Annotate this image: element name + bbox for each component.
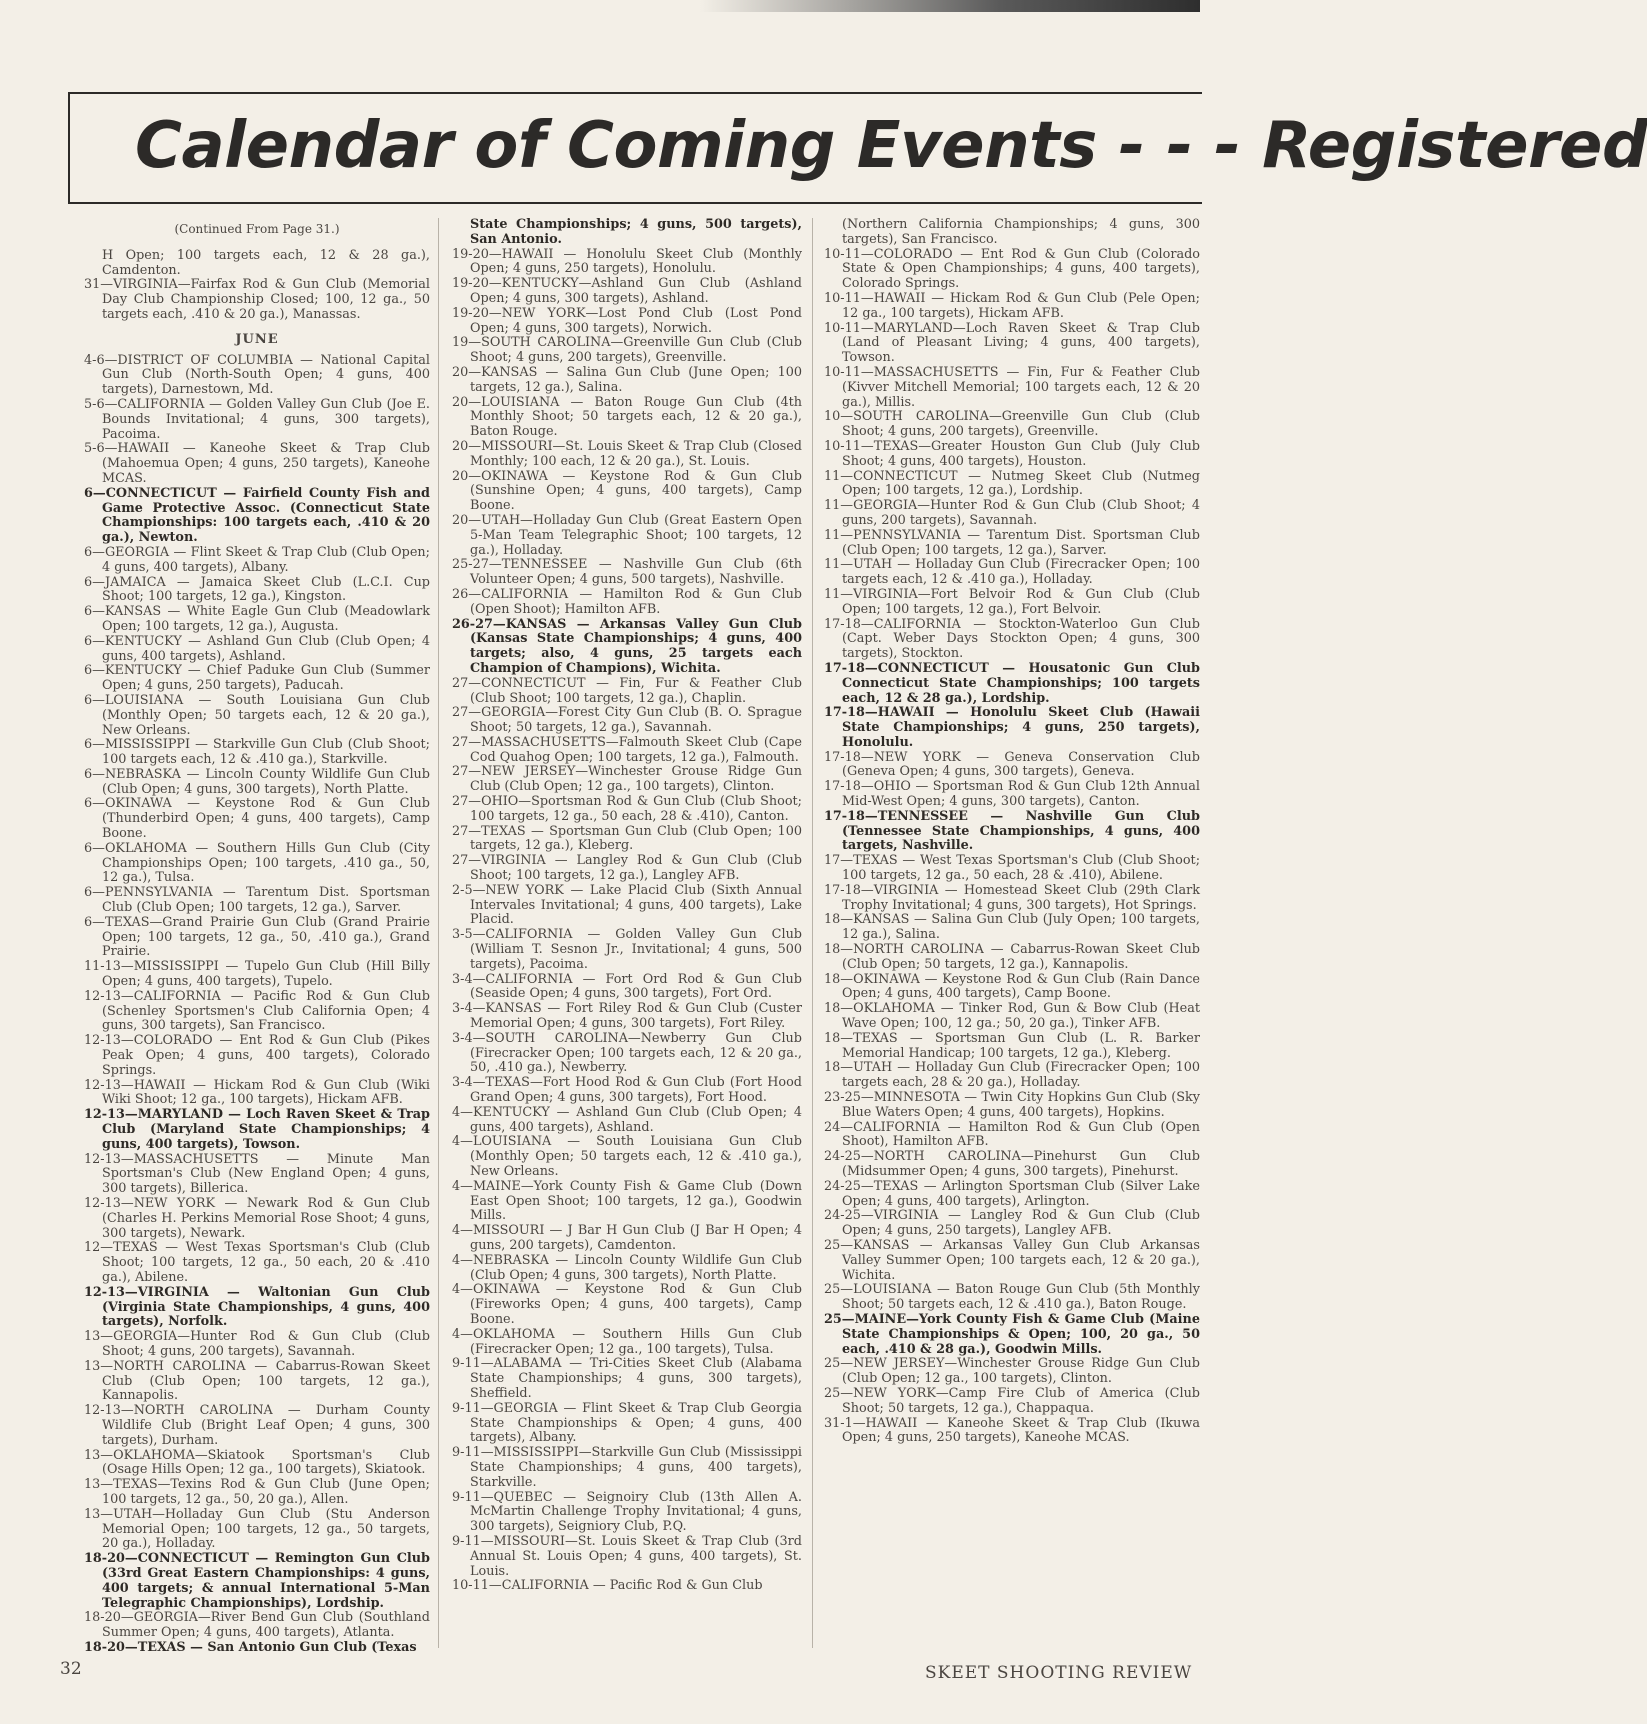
event-entry: 24-25—TEXAS — Arlington Sportsman Club (Silver Lake Open; 4 guns, 400 targets), Arlington. [824, 1178, 1200, 1209]
event-entry: 20—MISSOURI—St. Louis Skeet & Trap Club (Closed Monthly; 100 each, 12 & 20 ga.), St. Louis. [452, 438, 802, 469]
event-entry: 18—OKINAWA — Keystone Rod & Gun Club (Rain Dance Open; 4 guns, 400 targets), Camp Boone. [824, 971, 1200, 1002]
event-entry: 18—TEXAS — Sportsman Gun Club (L. R. Barker Memorial Handicap; 100 targets, 12 ga.), Kleberg. [824, 1030, 1200, 1061]
event-entry: 13—OKLAHOMA—Skiatook Sportsman's Club (Osage Hills Open; 12 ga., 100 targets), Skiatook. [84, 1447, 430, 1478]
event-entry: 12—TEXAS — West Texas Sportsman's Club (Club Shoot; 100 targets, 12 ga., 50 each, 20 & .410 ga.), Abilene. [84, 1240, 430, 1285]
event-entry: 6—KENTUCKY — Chief Paduke Gun Club (Summer Open; 4 guns, 250 targets), Paducah. [84, 663, 430, 694]
event-entry: 9-11—MISSISSIPPI—Starkville Gun Club (Mississippi State Championships; 4 guns, 400 targets), Starkville. [452, 1445, 802, 1490]
event-entry: 11—UTAH — Holladay Gun Club (Firecracker Open; 100 targets each, 12 & .410 ga.), Holladay. [824, 557, 1200, 588]
event-entry: 4—MAINE—York County Fish & Game Club (Down East Open Shoot; 100 targets, 12 ga.), Goodwin Mills. [452, 1178, 802, 1224]
event-entry: 25-27—TENNESSEE — Nashville Gun Club (6th Volunteer Open; 4 guns, 500 targets), Nashville. [452, 557, 802, 588]
event-entry: 25—NEW JERSEY—Winchester Grouse Ridge Gun Club (Club Open; 12 ga., 100 targets), Clinton. [824, 1356, 1200, 1387]
event-entry: 2-5—NEW YORK — Lake Placid Club (Sixth Annual Intervales Invitational; 4 guns, 400 targets), Lake Placid. [452, 882, 802, 928]
event-entry: 18—UTAH — Holladay Gun Club (Firecracker Open; 100 targets each, 28 & 20 ga.), Holladay. [824, 1060, 1200, 1091]
event-entry: 24-25—VIRGINIA — Langley Rod & Gun Club (Club Open; 4 guns, 250 targets), Langley AFB. [824, 1208, 1200, 1239]
event-entry: 4—OKLAHOMA — Southern Hills Gun Club (Firecracker Open; 12 ga., 100 targets), Tulsa. [452, 1326, 802, 1357]
page-title: Calendar of Coming Events - - - Registered [135, 109, 1647, 183]
event-entry: 13—GEORGIA—Hunter Rod & Gun Club (Club Shoot; 4 guns, 200 targets), Savannah. [84, 1329, 430, 1359]
event-entry: 20—UTAH—Holladay Gun Club (Great Eastern Open 5-Man Team Telegraphic Shoot; 100 targets, 12 ga.), Holladay. [452, 512, 802, 558]
event-entry: 4-6—DISTRICT OF COLUMBIA — National Capital Gun Club (North-South Open; 4 guns, 400 targets), Darnestown, Md. [84, 352, 430, 398]
event-entry: 18-20—GEORGIA—River Bend Gun Club (Southland Summer Open; 4 guns, 400 targets), Atlanta. [84, 1610, 430, 1641]
top-edge-band [700, 0, 1200, 12]
event-entry: 11—VIRGINIA—Fort Belvoir Rod & Gun Club (Club Open; 100 targets, 12 ga.), Fort Belvoir. [824, 586, 1200, 617]
event-entry: 6—TEXAS—Grand Prairie Gun Club (Grand Prairie Open; 100 targets, 12 ga., 50, .410 ga.), Grand Prairie. [84, 914, 430, 960]
event-entry: 20—OKINAWA — Keystone Rod & Gun Club (Sunshine Open; 4 guns, 400 targets), Camp Boone. [452, 468, 802, 514]
event-entry: 10-11—HAWAII — Hickam Rod & Gun Club (Pele Open; 12 ga., 100 targets), Hickam AFB. [824, 290, 1200, 321]
event-entry: 19-20—NEW YORK—Lost Pond Club (Lost Pond Open; 4 guns, 300 targets), Norwich. [452, 305, 802, 336]
event-entry: 9-11—MISSOURI—St. Louis Skeet & Trap Club (3rd Annual St. Louis Open; 4 guns, 400 targets), St. Louis. [452, 1533, 802, 1579]
event-entry: 17-18—OHIO — Sportsman Rod & Gun Club 12th Annual Mid-West Open; 4 guns, 300 targets), Canton. [824, 779, 1200, 810]
event-entry: 19—SOUTH CAROLINA—Greenville Gun Club (Club Shoot; 4 guns, 200 targets), Greenville. [452, 335, 802, 366]
event-entry: 20—LOUISIANA — Baton Rouge Gun Club (4th Monthly Shoot; 50 targets each, 12 & 20 ga.), Baton Rouge. [452, 394, 802, 440]
event-entry: 24-25—NORTH CAROLINA—Pinehurst Gun Club (Midsummer Open; 4 guns, 300 targets), Pinehurst. [824, 1149, 1200, 1179]
event-entry: 5-6—CALIFORNIA — Golden Valley Gun Club (Joe E. Bounds Invitational; 4 guns, 300 targets), Pacoima. [84, 396, 430, 442]
event-entry-championship: State Championships; 4 guns, 500 targets), San Antonio. [470, 217, 802, 247]
event-entry: 10-11—COLORADO — Ent Rod & Gun Club (Colorado State & Open Championships; 4 guns, 400 targets), Colorado Springs. [824, 246, 1200, 292]
event-entry: 6—PENNSYLVANIA — Tarentum Dist. Sportsman Club (Club Open; 100 targets, 12 ga.), Sarver. [84, 885, 430, 916]
event-entry: 6—LOUISIANA — South Louisiana Gun Club (Monthly Open; 50 targets each, 12 & 20 ga.), New Orleans. [84, 692, 430, 738]
page-number: 32 [60, 1659, 82, 1679]
event-entry-championship: 12-13—MARYLAND — Loch Raven Skeet & Trap Club (Maryland State Championships; 4 guns, 400 targets), Towson. [84, 1107, 430, 1152]
month-heading: JUNE [235, 331, 279, 347]
event-entry: 17-18—NEW YORK — Geneva Conservation Club (Geneva Open; 4 guns, 300 targets), Geneva. [824, 749, 1200, 780]
event-entry: 17—TEXAS — West Texas Sportsman's Club (Club Shoot; 100 targets, 12 ga., 50 each, 28 & .410), Abilene. [824, 853, 1200, 884]
event-entry: 17-18—VIRGINIA — Homestead Skeet Club (29th Clark Trophy Invitational; 4 guns, 300 targets), Hot Springs. [824, 882, 1200, 913]
event-entry: 27—CONNECTICUT — Fin, Fur & Feather Club (Club Shoot; 100 targets, 12 ga.), Chaplin. [452, 675, 802, 706]
event-entry: 10—SOUTH CAROLINA—Greenville Gun Club (Club Shoot; 4 guns, 200 targets), Greenville. [824, 409, 1200, 440]
event-entry: 18—OKLAHOMA — Tinker Rod, Gun & Bow Club (Heat Wave Open; 100, 12 ga.; 50, 20 ga.), Tinker AFB. [824, 1001, 1200, 1032]
event-entry: 23-25—MINNESOTA — Twin City Hopkins Gun Club (Sky Blue Waters Open; 4 guns, 400 targets), Hopkins. [824, 1090, 1200, 1120]
event-entry: 12-13—COLORADO — Ent Rod & Gun Club (Pikes Peak Open; 4 guns, 400 targets), Colorado Springs. [84, 1033, 430, 1078]
event-entry: 31-1—HAWAII — Kaneohe Skeet & Trap Club (Ikuwa Open; 4 guns, 250 targets), Kaneohe MCAS. [824, 1415, 1200, 1446]
column-divider [812, 218, 813, 1648]
event-entry: 11—GEORGIA—Hunter Rod & Gun Club (Club Shoot; 4 guns, 200 targets), Savannah. [824, 498, 1200, 528]
event-entry: 4—MISSOURI — J Bar H Gun Club (J Bar H Open; 4 guns, 200 targets), Camdenton. [452, 1223, 802, 1253]
column-3 [824, 218, 1200, 1446]
column-1 [84, 218, 430, 1656]
event-entry: 11-13—MISSISSIPPI — Tupelo Gun Club (Hill Billy Open; 4 guns, 400 targets), Tupelo. [84, 959, 430, 990]
event-entry-championship: 6—CONNECTICUT — Fairfield County Fish and Game Protective Assoc. (Connecticut State Championships: 100 targets each, .410 & 20 ga.), Newton. [84, 485, 430, 546]
event-entry: 4—NEBRASKA — Lincoln County Wildlife Gun Club (Club Open; 4 guns, 300 targets), North Platte. [452, 1252, 802, 1283]
event-entry: 27—OHIO—Sportsman Rod & Gun Club (Club Shoot; 100 targets, 12 ga., 50 each, 28 & .410), Canton. [452, 794, 802, 824]
event-entry: 6—OKLAHOMA — Southern Hills Gun Club (City Championships Open; 100 targets, .410 ga., 50, 12 ga.), Tulsa. [84, 840, 430, 886]
event-entry-championship: 26-27—KANSAS — Arkansas Valley Gun Club (Kansas State Championships; 4 guns, 400 targets; also, 4 guns, 25 targets each Champion of Champions), Wichita. [452, 616, 802, 676]
event-entry: 6—MISSISSIPPI — Starkville Gun Club (Club Shoot; 100 targets each, 12 & .410 ga.), Starkville. [84, 737, 430, 768]
column-2 [452, 218, 802, 1594]
event-entry: 27—NEW JERSEY—Winchester Grouse Ridge Gun Club (Club Open; 12 ga., 100 targets), Clinton. [452, 764, 802, 795]
event-entry: 25—KANSAS — Arkansas Valley Gun Club Arkansas Valley Summer Open; 100 targets each, 12 & 20 ga.), Wichita. [824, 1237, 1200, 1283]
event-entry: 25—LOUISIANA — Baton Rouge Gun Club (5th Monthly Shoot; 50 targets each, 12 & .410 ga.), Baton Rouge. [824, 1282, 1200, 1313]
event-entry: 17-18—CALIFORNIA — Stockton-Waterloo Gun Club (Capt. Weber Days Stockton Open; 4 guns, 300 targets), Stockton. [824, 616, 1200, 662]
event-entry: 19-20—HAWAII — Honolulu Skeet Club (Monthly Open; 4 guns, 250 targets), Honolulu. [452, 246, 802, 277]
event-entry: 31—VIRGINIA—Fairfax Rod & Gun Club (Memorial Day Club Championship Closed; 100, 12 ga., 50 targets each, .410 & 20 ga.), Manassas. [84, 277, 430, 322]
event-entry: 12-13—HAWAII — Hickam Rod & Gun Club (Wiki Wiki Shoot; 12 ga., 100 targets), Hickam AFB. [84, 1077, 430, 1108]
event-entry: 5-6—HAWAII — Kaneohe Skeet & Trap Club (Mahoemua Open; 4 guns, 250 targets), Kaneohe MCAS. [84, 441, 430, 486]
event-entry: 11—CONNECTICUT — Nutmeg Skeet Club (Nutmeg Open; 100 targets, 12 ga.), Lordship. [824, 468, 1200, 499]
event-entry: 27—TEXAS — Sportsman Gun Club (Club Open; 100 targets, 12 ga.), Kleberg. [452, 823, 802, 854]
event-entry: 11—PENNSYLVANIA — Tarentum Dist. Sportsman Club (Club Open; 100 targets, 12 ga.), Sarver. [824, 527, 1200, 558]
event-entry: 3-4—TEXAS—Fort Hood Rod & Gun Club (Fort Hood Grand Open; 4 guns, 300 targets), Fort Hood. [452, 1075, 802, 1106]
event-entry: 3-4—SOUTH CAROLINA—Newberry Gun Club (Firecracker Open; 100 targets each, 12 & 20 ga., 50, .410 ga.), Newberry. [452, 1030, 802, 1076]
event-entry: 18—KANSAS — Salina Gun Club (July Open; 100 targets, 12 ga.), Salina. [824, 912, 1200, 943]
event-entry: 3-5—CALIFORNIA — Golden Valley Gun Club (William T. Sesnon Jr., Invitational; 4 guns, 500 targets), Pacoima. [452, 927, 802, 972]
event-entry: 3-4—CALIFORNIA — Fort Ord Rod & Gun Club (Seaside Open; 4 guns, 300 targets), Fort Ord. [452, 971, 802, 1002]
event-entry: 9-11—QUEBEC — Seignoiry Club (13th Allen A. McMartin Challenge Trophy Invitational; 4 guns, 300 targets), Seigniory Club, P.Q. [452, 1489, 802, 1535]
event-entry: 6—KANSAS — White Eagle Gun Club (Meadowlark Open; 100 targets, 12 ga.), Augusta. [84, 604, 430, 634]
event-entry: 6—OKINAWA — Keystone Rod & Gun Club (Thunderbird Open; 4 guns, 400 targets), Camp Boone. [84, 796, 430, 842]
event-entry: 24—CALIFORNIA — Hamilton Rod & Gun Club (Open Shoot), Hamilton AFB. [824, 1119, 1200, 1150]
event-entry: 18—NORTH CAROLINA — Cabarrus-Rowan Skeet Club (Club Open; 50 targets, 12 ga.), Kannapolis. [824, 942, 1200, 972]
event-entry: 12-13—CALIFORNIA — Pacific Rod & Gun Club (Schenley Sportsmen's Club California Open; 4 guns, 300 targets), San Francisco. [84, 988, 430, 1034]
event-entry: H Open; 100 targets each, 12 & 28 ga.), Camdenton. [102, 247, 430, 278]
event-entry-championship: 17-18—CONNECTICUT — Housatonic Gun Club Connecticut State Championships; 100 targets each, 12 & 28 ga.), Lordship. [824, 660, 1200, 706]
event-entry: 20—KANSAS — Salina Gun Club (June Open; 100 targets, 12 ga.), Salina. [452, 364, 802, 395]
event-entry: 6—KENTUCKY — Ashland Gun Club (Club Open; 4 guns, 400 targets), Ashland. [84, 633, 430, 664]
event-entry: 10-11—MASSACHUSETTS — Fin, Fur & Feather Club (Kivver Mitchell Memorial; 100 targets each, 12 & 20 ga.), Millis. [824, 364, 1200, 410]
event-entry-championship: 25—MAINE—York County Fish & Game Club (Maine State Championships & Open; 100, 20 ga., 50 each, .410 & 28 ga.), Goodwin Mills. [824, 1311, 1200, 1357]
event-entry: 13—TEXAS—Texins Rod & Gun Club (June Open; 100 targets, 12 ga., 50, 20 ga.), Allen. [84, 1477, 430, 1507]
event-entry: 10-11—MARYLAND—Loch Raven Skeet & Trap Club (Land of Pleasant Living; 4 guns, 400 targets), Towson. [824, 320, 1200, 366]
event-entry: 4—OKINAWA — Keystone Rod & Gun Club (Fireworks Open; 4 guns, 400 targets), Camp Boone. [452, 1282, 802, 1327]
event-entry: 6—NEBRASKA — Lincoln County Wildlife Gun Club (Club Open; 4 guns, 300 targets), North Platte. [84, 766, 430, 797]
event-entry: 9-11—ALABAMA — Tri-Cities Skeet Club (Alabama State Championships; 4 guns, 300 targets), Sheffield. [452, 1356, 802, 1401]
event-entry-championship: 18-20—CONNECTICUT — Remington Gun Club (33rd Great Eastern Championships: 4 guns, 400 targets; & annual International 5-Man Telegraphic Championships), Lordship. [84, 1551, 430, 1611]
event-entry-championship: 18-20—TEXAS — San Antonio Gun Club (Texas [84, 1639, 417, 1655]
event-entry: 27—VIRGINIA — Langley Rod & Gun Club (Club Shoot; 100 targets, 12 ga.), Langley AFB. [452, 853, 802, 884]
column-divider [438, 218, 439, 1648]
event-entry: 26—CALIFORNIA — Hamilton Rod & Gun Club (Open Shoot); Hamilton AFB. [452, 586, 802, 617]
event-entry: 27—GEORGIA—Forest City Gun Club (B. O. Sprague Shoot; 50 targets, 12 ga.), Savannah. [452, 705, 802, 736]
event-entry: 6—JAMAICA — Jamaica Skeet Club (L.C.I. Cup Shoot; 100 targets, 12 ga.), Kingston. [84, 574, 430, 605]
event-entry-championship: 12-13—VIRGINIA — Waltonian Gun Club (Virginia State Championships, 4 guns, 400 targets), Norfolk. [84, 1284, 430, 1330]
event-entry: 10-11—TEXAS—Greater Houston Gun Club (July Club Shoot; 4 guns, 400 targets), Houston. [824, 438, 1200, 469]
event-entry: 4—KENTUCKY — Ashland Gun Club (Club Open; 4 guns, 400 targets), Ashland. [452, 1104, 802, 1135]
event-entry: 9-11—GEORGIA — Flint Skeet & Trap Club Georgia State Championships & Open; 4 guns, 400 targets), Albany. [452, 1400, 802, 1446]
magazine-title: SKEET SHOOTING REVIEW [925, 1663, 1193, 1683]
event-entry: 6—GEORGIA — Flint Skeet & Trap Club (Club Open; 4 guns, 400 targets), Albany. [84, 544, 430, 575]
event-entry: 4—LOUISIANA — South Louisiana Gun Club (Monthly Open; 50 targets each, 12 & .410 ga.), New Orleans. [452, 1134, 802, 1179]
continued-note: (Continued From Page 31.) [174, 222, 340, 236]
event-entry: 12-13—MASSACHUSETTS — Minute Man Sportsman's Club (New England Open; 4 guns, 300 targets), Billerica. [84, 1151, 430, 1197]
event-entry: 12-13—NORTH CAROLINA — Durham County Wildlife Club (Bright Leaf Open; 4 guns, 300 targets), Durham. [84, 1403, 430, 1448]
event-entry-championship: 17-18—HAWAII — Honolulu Skeet Club (Hawaii State Championships; 4 guns, 250 targets), Honolulu. [824, 705, 1200, 750]
event-entry: 19-20—KENTUCKY—Ashland Gun Club (Ashland Open; 4 guns, 300 targets), Ashland. [452, 276, 802, 306]
event-entry-championship: 17-18—TENNESSEE — Nashville Gun Club (Tennessee State Championships, 4 guns, 400 targets, Nashville. [824, 808, 1200, 854]
event-entry: 12-13—NEW YORK — Newark Rod & Gun Club (Charles H. Perkins Memorial Rose Shoot; 4 guns, 300 targets), Newark. [84, 1196, 430, 1241]
event-entry: 10-11—CALIFORNIA — Pacific Rod & Gun Club [452, 1578, 763, 1594]
event-entry: 13—NORTH CAROLINA — Cabarrus-Rowan Skeet Club (Club Open; 100 targets, 12 ga.), Kannapolis. [84, 1358, 430, 1404]
event-entry: 27—MASSACHUSETTS—Falmouth Skeet Club (Cape Cod Quahog Open; 100 targets, 12 ga.), Falmouth. [452, 734, 802, 765]
event-entry: 3-4—KANSAS — Fort Riley Rod & Gun Club (Custer Memorial Open; 4 guns, 300 targets), Fort Riley. [452, 1001, 802, 1032]
event-entry: 25—NEW YORK—Camp Fire Club of America (Club Shoot; 50 targets, 12 ga.), Chappaqua. [824, 1385, 1200, 1416]
event-entry: 13—UTAH—Holladay Gun Club (Stu Anderson Memorial Open; 100 targets, 12 ga., 50 targets, 20 ga.), Holladay. [84, 1506, 430, 1552]
event-entry: (Northern California Championships; 4 guns, 300 targets), San Francisco. [842, 217, 1200, 247]
